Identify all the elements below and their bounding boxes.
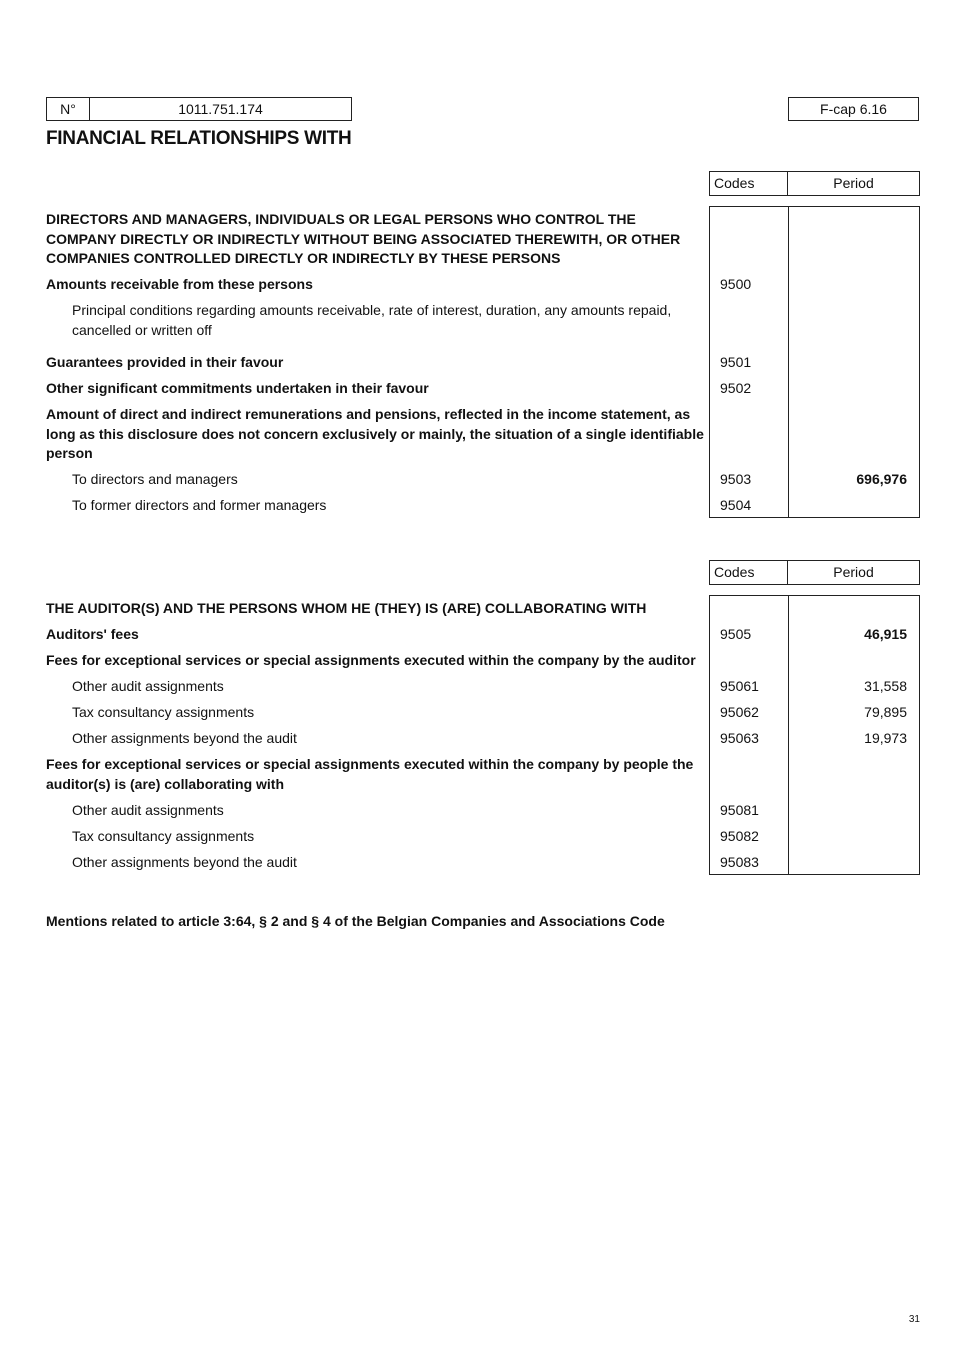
row-code: 95081 [720, 802, 759, 818]
table-header-2 [709, 560, 920, 585]
row-label: Tax consultancy assignments [72, 828, 255, 844]
page-title: FINANCIAL RELATIONSHIPS WITH [46, 128, 352, 149]
row-value: 19,973 [864, 730, 907, 746]
row-value: 46,915 [864, 626, 907, 642]
row-label: DIRECTORS AND MANAGERS, INDIVIDUALS OR LEGAL PERSONS WHO CONTROL THE COMPANY DIRECTLY OR INDIRECTLY WITHOUT BEING ASSOCIATED THEREWITH, OR OTHER COMPANIES CONTROLLED DIRECTLY OR INDIRECTLY BY THESE PERSONS [46, 211, 681, 266]
row-label: Tax consultancy assignments [72, 704, 255, 720]
row-code: 95062 [720, 704, 759, 720]
row-label: Other audit assignments [72, 678, 224, 694]
row-label: Auditors' fees [46, 626, 139, 642]
row-code: 9500 [720, 276, 752, 292]
row-label: Other audit assignments [72, 802, 224, 818]
page-number: 31 [908, 1314, 920, 1325]
row-code: 95061 [720, 678, 759, 694]
row-label: Principal conditions regarding amounts receivable, rate of interest, duration, any amounts repaid, cancelled or written off [72, 302, 672, 338]
company-number: 1011.751.174 [89, 97, 352, 121]
row-code: 95063 [720, 730, 759, 746]
codes-header: Codes [710, 172, 788, 195]
row-code: 9505 [720, 626, 752, 642]
row-code: 95082 [720, 828, 759, 844]
row-label: Other assignments beyond the audit [72, 730, 297, 746]
codes-header: Codes [710, 561, 788, 584]
row-label: To directors and managers [72, 471, 238, 487]
row-label: Amounts receivable from these persons [46, 276, 313, 292]
row-label: Guarantees provided in their favour [46, 354, 284, 370]
period-header: Period [833, 564, 874, 580]
row-label: Fees for exceptional services or special assignments executed within the company by people the auditor(s) is (are) collaborating with [46, 756, 694, 792]
row-code: 9502 [720, 380, 752, 396]
row-code: 9503 [720, 471, 752, 487]
row-value: 696,976 [856, 471, 907, 487]
row-value: 79,895 [864, 704, 907, 720]
row-value: 31,558 [864, 678, 907, 694]
row-code: 9504 [720, 497, 752, 513]
number-label: N° [46, 97, 90, 121]
row-label: Other significant commitments undertaken in their favour [46, 380, 429, 396]
row-label: Fees for exceptional services or special assignments executed within the company by the auditor [46, 652, 696, 668]
form-code: F-cap 6.16 [788, 97, 919, 121]
row-label: Other assignments beyond the audit [72, 854, 297, 870]
table-header-1 [709, 171, 920, 196]
row-label: THE AUDITOR(S) AND THE PERSONS WHOM HE (THEY) IS (ARE) COLLABORATING WITH [46, 600, 647, 616]
row-label: Amount of direct and indirect remunerations and pensions, reflected in the income statement, as long as this disclosure does not concern exclusively or mainly, the situation of a single identifiable person [46, 406, 704, 461]
period-header: Period [833, 175, 874, 191]
row-label: To former directors and former managers [72, 497, 327, 513]
mention-heading: Mentions related to article 3:64, § 2 and § 4 of the Belgian Companies and Associations Code [46, 913, 665, 929]
row-code: 95083 [720, 854, 759, 870]
row-code: 9501 [720, 354, 752, 370]
